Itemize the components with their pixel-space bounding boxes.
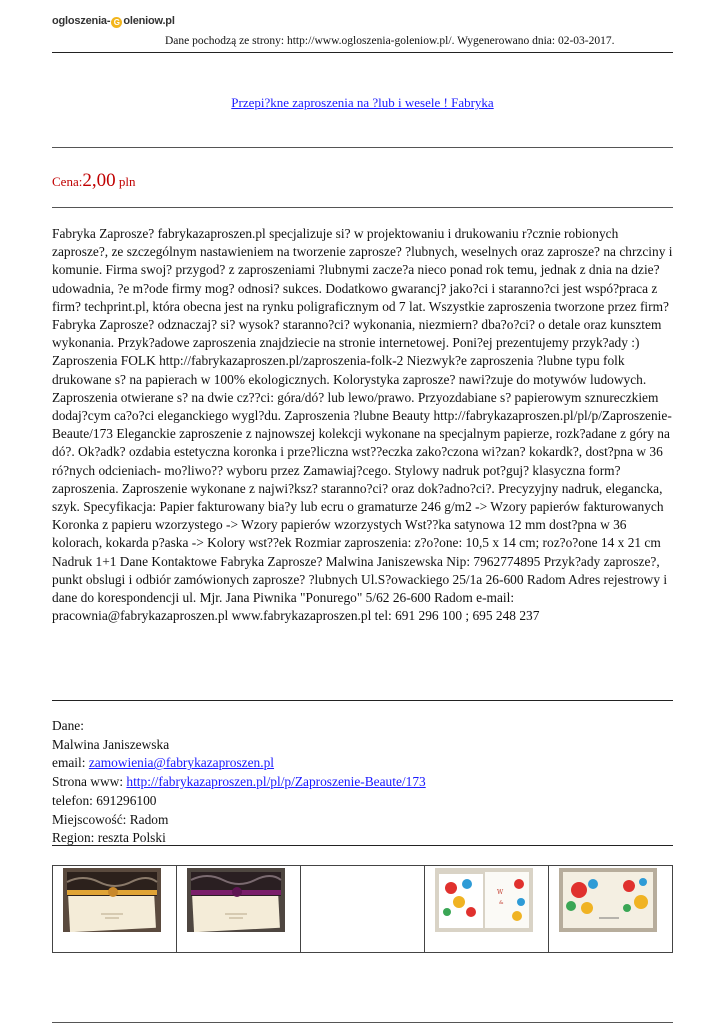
contact-email-row bbox=[52, 754, 426, 773]
site-logo: ogloszenia- G oleniow.pl bbox=[52, 15, 175, 27]
contact-www-label: Strona www: bbox=[52, 774, 127, 790]
contact-www-link[interactable]: http://fabrykazaproszen.pl/pl/p/Zaproszenie-Beaute/173 bbox=[126, 774, 426, 790]
price-divider bbox=[52, 207, 673, 208]
listing-description: Fabryka Zaprosze? fabrykazaproszen.pl specjalizuje si? w projektowaniu i drukowaniu r?cznie robionych zaprosze?, ze szczególnym nastawieniem na tworzenie zaprosze? ?lubnych, weselnych oraz zaprosze? na chrzciny i komunie. Firma swoj? przygod? z zaproszeniami ?lubnymi zacze?a nieco ponad rok temu, jednak z dnia na dzie? udowadnia, ?e m?ode firmy mog? odnosi? sukces. Dodatkowo gwarancj? jako?ci i staranno?ci jest wspó?praca z firm? techprint.pl, która obecna jest na rynku poligraficznym od 7 lat. Wszystkie zaproszenia tworzone przez firm? Fabryka Zaprosze? odznaczaj? si? wysok? staranno?ci? wykonania, niezmiern? dba?o?ci? o detale oraz kunsztem wykonania. Przyk?adowe zaproszenia znajdziecie na stronie internetowej. Poni?ej prezentujemy przyk?ady :) Zaproszenia FOLK http://fabrykazaproszen.pl/zaproszenia-folk-2 Niezwyk?e zaproszenia ?lubne typu folk drukowane s? na papierach w 100% ekologicznych. Kolorystyka zaprosze? nawi?zuje do motywów ludowych. Zaproszenia otwierane s? na dwie cz??ci: góra/dó? lub lewo/prawo. Przyozdabiane s? papierowym sznureczkiem dodaj?cym ca?o?ci eleganckiego wygl?du. Zaproszenia ?lubne Beauty http://fabrykazaproszen.pl/pl/p/Zaproszenie-Beaute/173 Eleganckie zaproszenie z najnowszej kolekcji wykonane na specjalnym papierze, rozk?adane z góry na dó?. Ok?adk? ozdabia estetyczna koronka i prze?liczna wst??eczka zako?czona wi?zan? kokardk?, dost?pna w 36 ró?nych odcieniach- mo?liwo?? wyboru przez Zamawiaj?cego. Stylowy nadruk pot?guj? klasyczna form? zaproszenia. Zaproszenie wykonane z najwi?ksz? staranno?ci? oraz dok?adno?ci?. Precyzyjny nadruk, elegancka, szyk. Specyfikacja: Papier fakturowany bia?y lub ecru o gramaturze 246 g/m2 -> Wzory papierów fakturowanych Koronka z papieru wzorzystego -> Wzory papierów wzorzystych Wst??ka satynowa 12 mm dost?pna w 36 kolorach, kokarda p?aska -> Kolory wst??ek Rozmiar zaproszenia: z?o?one: 10,5 x 14 cm; roz?o?one 14 x 21 cm Nadruk 1+1 Dane Kontaktowe Fabryka Zaprosze? Malwina Janiszewska Nip: 7962774895 Przyk?ady zaprosze?, punkt obslugi i odbiór zamówionych zaprosze? ?lubnych Ul.S?owackiego 25/1a 26-600 Radom Adres rejestrowy i dane do korespondencji ul. Mjr. Jana Piwnika "Ponurego" 5/62 26-600 Radom e-mail: pracownia@fabrykazaproszen.pl www.fabrykazaproszen.pl tel: 691 296 100 ; 695 248 237 bbox=[52, 226, 673, 624]
photo-lace-gold-ribbon[interactable] bbox=[63, 868, 161, 932]
price bbox=[52, 170, 135, 192]
price-label: Cena: bbox=[52, 174, 83, 189]
price-value: 2,00 bbox=[82, 170, 116, 191]
description-divider bbox=[52, 700, 673, 701]
contact-www-row bbox=[52, 773, 426, 792]
photo-cell bbox=[53, 866, 177, 952]
contact-phone: telefon: 691296100 bbox=[52, 792, 157, 808]
photo-folk-invitations[interactable] bbox=[435, 868, 533, 932]
contact-email-label: email: bbox=[52, 755, 89, 771]
contact-email-link[interactable]: zamowienia@fabrykazaproszen.pl bbox=[88, 755, 275, 771]
contact-divider bbox=[52, 845, 673, 846]
photo-cell-empty bbox=[301, 866, 425, 952]
contact-city: Miejscowość: Radom bbox=[52, 811, 169, 827]
photo-folk-invitation-single[interactable] bbox=[559, 868, 657, 932]
logo-g-icon: G bbox=[111, 17, 122, 28]
footer-divider bbox=[52, 1022, 673, 1023]
svg-text:W: W bbox=[497, 889, 504, 896]
photo-gallery bbox=[52, 865, 673, 953]
photo-cell bbox=[177, 866, 301, 952]
price-currency: pln bbox=[118, 174, 136, 189]
contact-heading: Dane: bbox=[52, 718, 84, 733]
source-line: Dane pochodzą ze strony: http://www.ogloszenia-goleniow.pl/. Wygenerowano dnia: 02-03-2017. bbox=[165, 35, 615, 47]
header-divider bbox=[52, 52, 673, 53]
photo-cell bbox=[425, 866, 549, 952]
contact-region: Region: reszta Polski bbox=[52, 830, 166, 846]
listing-title bbox=[0, 95, 725, 111]
svg-text:&: & bbox=[499, 900, 504, 906]
photo-cell bbox=[549, 866, 672, 952]
photo-lace-purple-ribbon[interactable] bbox=[187, 868, 285, 932]
contact-block bbox=[52, 717, 426, 848]
listing-title-link[interactable]: Przepi?kne zaproszenia na ?lub i wesele ! Fabryka bbox=[231, 95, 494, 110]
contact-name: Malwina Janiszewska bbox=[52, 736, 170, 752]
title-divider bbox=[52, 147, 673, 148]
